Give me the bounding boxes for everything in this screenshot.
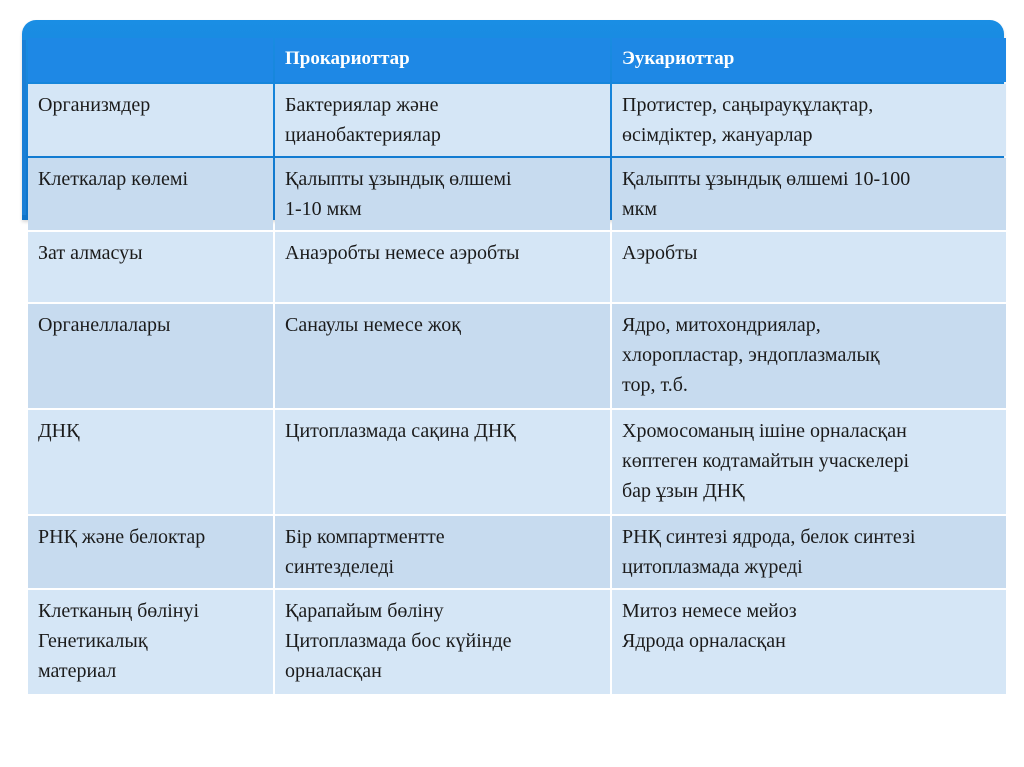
prokaryote-cell: Цитоплазмада сақина ДНҚ: [275, 410, 610, 514]
row-label: Организмдер: [28, 84, 273, 156]
prokaryote-cell: Бактериялар және цианобактериялар: [275, 84, 610, 156]
eukaryote-cell: Ядро, митохондриялар, хлоропластар, эндоплазмалық тор, т.б.: [612, 304, 1006, 408]
prokaryote-cell: Санаулы немесе жоқ: [275, 304, 610, 408]
row-label: Клеткалар көлемі: [28, 158, 273, 230]
table-row: [28, 158, 1006, 230]
row-label: Органеллалары: [28, 304, 273, 408]
prokaryote-cell: Анаэробты немесе аэробты: [275, 232, 610, 302]
prokaryote-cell: Қарапайым бөліну Цитоплазмада бос күйінде орналасқан: [275, 590, 610, 694]
comparison-table: [26, 36, 1008, 696]
eukaryote-cell: Хромосоманың ішіне орналасқан көптеген кодтамайтын учаскелері бар ұзын ДНҚ: [612, 410, 1006, 514]
row-label: ДНҚ: [28, 410, 273, 514]
row-label: РНҚ және белоктар: [28, 516, 273, 588]
eukaryote-cell: Протистер, саңырауқұлақтар, өсімдіктер, жануарлар: [612, 84, 1006, 156]
table-row: [28, 84, 1006, 156]
header-cell-eukaryotes: Эукариоттар: [612, 38, 1006, 82]
header-cell-empty: [28, 38, 273, 82]
table-row: [28, 410, 1006, 514]
eukaryote-cell: Аэробты: [612, 232, 1006, 302]
eukaryote-cell: Митоз немесе мейоз Ядрода орналасқан: [612, 590, 1006, 694]
table-row: [28, 232, 1006, 302]
prokaryote-cell: Бір компартментте синтезделеді: [275, 516, 610, 588]
table-row: [28, 516, 1006, 588]
eukaryote-cell: РНҚ синтезі ядрода, белок синтезі цитоплазмада жүреді: [612, 516, 1006, 588]
prokaryote-cell: Қалыпты ұзындық өлшемі 1-10 мкм: [275, 158, 610, 230]
table-header-row: [28, 38, 1006, 82]
table-row: [28, 590, 1006, 694]
comparison-table-container: [26, 36, 1006, 696]
row-label: Зат алмасуы: [28, 232, 273, 302]
row-label: Клетканың бөлінуі Генетикалық материал: [28, 590, 273, 694]
header-cell-prokaryotes: Прокариоттар: [275, 38, 610, 82]
table-row: [28, 304, 1006, 408]
eukaryote-cell: Қалыпты ұзындық өлшемі 10-100 мкм: [612, 158, 1006, 230]
